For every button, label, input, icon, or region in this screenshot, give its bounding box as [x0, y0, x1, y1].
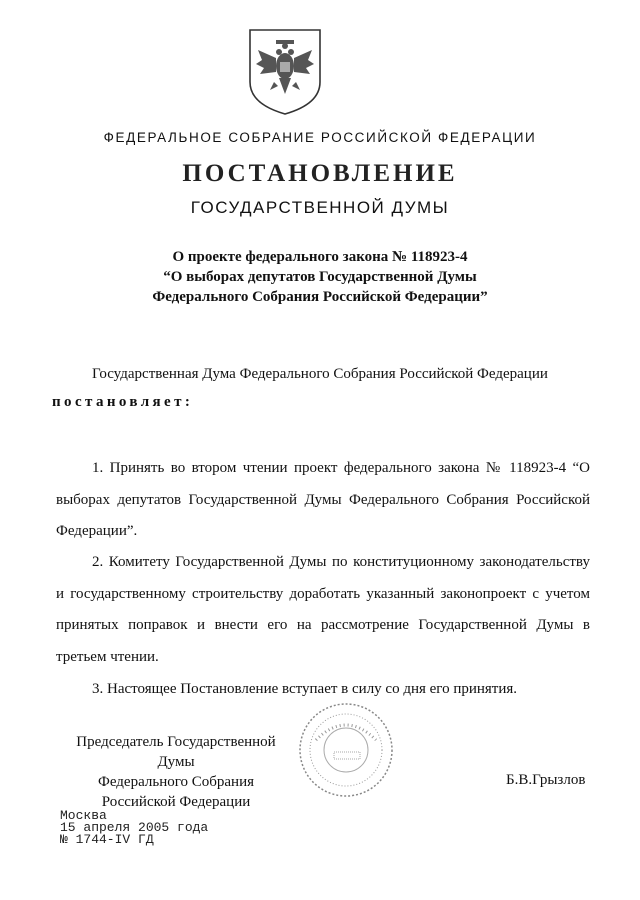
- signatory-position: [56, 732, 296, 812]
- footer-date: 15 апреля 2005 года: [60, 820, 209, 835]
- resolution-item: 1. Принять во втором чтении проект федерального закона № 118923-4 “О выборах депутатов Государственной Думы Федерального Собрания Российской Федерации”.: [56, 460, 590, 539]
- resolution-item: 2. Комитету Государственной Думы по конституционному законодательству и государственному строительству доработать указанный законопроект с учетом принятых поправок и внести его на рассмотрение Государственной Думы в третьем чтении.: [56, 554, 590, 665]
- issuing-body: ГОСУДАРСТВЕННОЙ ДУМЫ: [190, 198, 450, 217]
- footer-city: Москва: [60, 808, 107, 823]
- organization-name: ФЕДЕРАЛЬНОЕ СОБРАНИЕ РОССИЙСКОЙ ФЕДЕРАЦИИ: [103, 130, 537, 145]
- footer-number: № 1744-IV ГД: [60, 832, 154, 847]
- resolves-word: постановляет:: [52, 394, 194, 410]
- position-line: Российской Федерации: [101, 794, 251, 810]
- title-line: “О выборах депутатов Государственной Думы: [163, 269, 477, 285]
- position-line: Председатель Государственной Думы: [76, 734, 276, 770]
- intro-paragraph: Государственная Дума Федерального Собрания Российской Федерации: [92, 366, 548, 382]
- document-title: [0, 247, 640, 307]
- resolution-item: 3. Настоящее Постановление вступает в силу со дня его принятия.: [92, 681, 518, 697]
- title-line: Федерального Собрания Российской Федерации”: [152, 289, 488, 305]
- stamp-icon: [296, 700, 396, 800]
- document-footer: [60, 810, 208, 846]
- emblem-icon: [246, 26, 324, 118]
- signatory-name: Б.В.Грызлов: [506, 772, 586, 788]
- title-line: О проекте федерального закона № 118923-4: [172, 249, 468, 265]
- document-type: ПОСТАНОВЛЕНИЕ: [182, 160, 458, 187]
- position-line: Федерального Собрания: [97, 774, 255, 790]
